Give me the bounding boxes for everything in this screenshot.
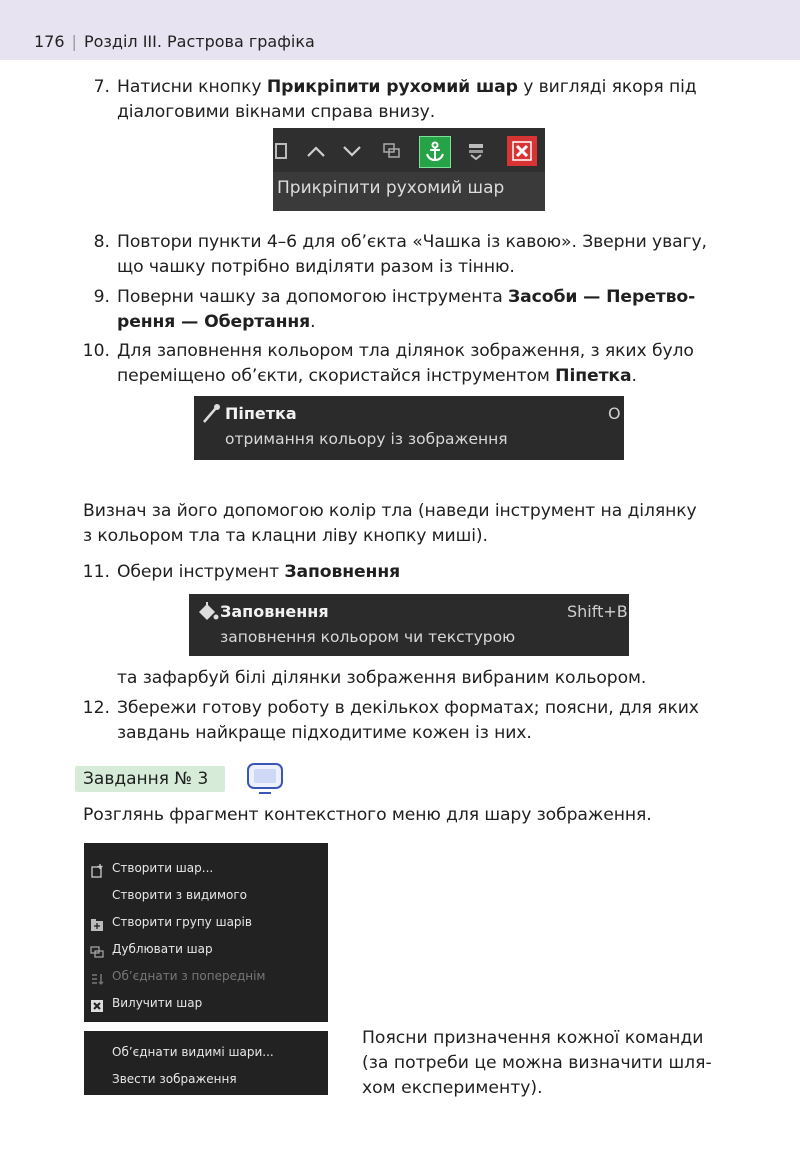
step-10-line-2: переміщено об’єкти, скористайся інструментом Піпетка. xyxy=(117,366,637,386)
delete-icon xyxy=(90,996,104,1010)
monitor-icon xyxy=(246,762,284,800)
step-number: 8. xyxy=(93,232,110,252)
header-text: 176 | Розділ III. Растрова графіка xyxy=(34,32,315,51)
fill-title: Заповнення xyxy=(220,602,329,621)
task-intro: Розглянь фрагмент контекстного меню для шару зображення. xyxy=(83,805,652,825)
step-12-line-1: Збережи готову роботу в декількох форматах; поясни, для яких xyxy=(117,698,699,718)
menu-item-delete-layer[interactable]: Вилучити шар xyxy=(84,990,328,1016)
anchor-icon[interactable] xyxy=(419,136,451,168)
merge-down-icon xyxy=(90,969,104,983)
menu-item-new-from-visible[interactable]: Створити з видимого xyxy=(112,888,248,902)
pipette-instruction-line-2: з кольором тла та клацни ліву кнопку миші). xyxy=(83,526,488,546)
bucket-fill-icon xyxy=(195,600,219,628)
fill-tool-screenshot xyxy=(189,594,629,656)
step-7-line-2: діалоговими вікнами справа внизу. xyxy=(117,102,436,122)
step-8-line-2: що чашку потрібно виділяти разом із тінню. xyxy=(117,257,515,277)
pipette-shortcut: O xyxy=(608,404,621,423)
delete-icon[interactable] xyxy=(507,136,537,166)
step-12-line-2: завдань найкраще підходитиме кожен із них. xyxy=(117,723,532,743)
pipette-icon xyxy=(200,402,222,430)
context-menu-screenshot xyxy=(84,843,328,1022)
pipette-title: Піпетка xyxy=(225,404,297,423)
menu-item-merge-down[interactable]: Об’єднати з попереднім xyxy=(84,963,328,989)
pipette-tool-screenshot xyxy=(194,396,624,460)
context-menu-screenshot-2 xyxy=(84,1031,328,1095)
layer-toolbar xyxy=(273,128,545,172)
step-number: 11. xyxy=(82,562,110,582)
merge-down-icon[interactable] xyxy=(461,136,491,166)
step-number: 12. xyxy=(82,698,110,718)
fill-description: заповнення кольором чи текстурою xyxy=(220,628,516,646)
menu-item-new-layer-group[interactable]: Створити групу шарів xyxy=(84,909,328,935)
step-number: 7. xyxy=(93,77,110,97)
down-arrow-icon[interactable] xyxy=(337,136,367,166)
step-number: 10. xyxy=(82,341,110,361)
anchor-tooltip: Прикріпити рухомий шар xyxy=(277,178,505,198)
menu-item-new-layer[interactable]: Створити шар... xyxy=(84,855,328,881)
fill-shortcut: Shift+B xyxy=(567,602,628,621)
step-7-line-1: Натисни кнопку Прикріпити рухомий шар у вигляді якоря під xyxy=(117,77,697,97)
pipette-instruction-line-1: Визнач за його допомогою колір тла (наведи інструмент на ділянку xyxy=(83,501,697,521)
duplicate-icon[interactable] xyxy=(377,136,407,166)
step-10-line-1: Для заповнення кольором тла ділянок зображення, з яких було xyxy=(117,341,694,361)
step-number: 9. xyxy=(93,287,110,307)
page-number: 176 xyxy=(34,32,65,51)
pipette-description: отримання кольору із зображення xyxy=(225,430,508,448)
step-9-line-1: Поверни чашку за допомогою інструмента Засоби — Перетво- xyxy=(117,287,696,307)
duplicate-icon xyxy=(90,942,104,956)
menu-item-duplicate-layer[interactable]: Дублювати шар xyxy=(84,936,328,962)
new-layer-icon xyxy=(90,861,104,875)
step-8-line-1: Повтори пункти 4–6 для об’єкта «Чашка із кавою». Зверни увагу, xyxy=(117,232,707,252)
step-9-line-2: рення — Обертання. xyxy=(117,312,316,332)
layer-icon[interactable] xyxy=(273,136,297,166)
page-header xyxy=(0,0,800,60)
explain-text: Поясни призначення кожної команди (за потреби це можна визначити шля- хом експерименту). xyxy=(362,1028,712,1098)
layer-group-icon xyxy=(90,915,104,929)
task-badge: Завдання № 3 xyxy=(75,766,225,792)
anchor-toolbar-screenshot xyxy=(273,128,545,211)
menu-item-flatten-image[interactable]: Звести зображення xyxy=(112,1072,237,1086)
menu-item-merge-visible[interactable]: Об’єднати видимі шари... xyxy=(112,1045,274,1059)
fill-instruction: та зафарбуй білі ділянки зображення вибраним кольором. xyxy=(117,668,647,688)
up-arrow-icon[interactable] xyxy=(301,136,331,166)
section-title: Розділ III. Растрова графіка xyxy=(83,32,315,51)
step-11-line-1: Обери інструмент Заповнення xyxy=(117,562,401,582)
